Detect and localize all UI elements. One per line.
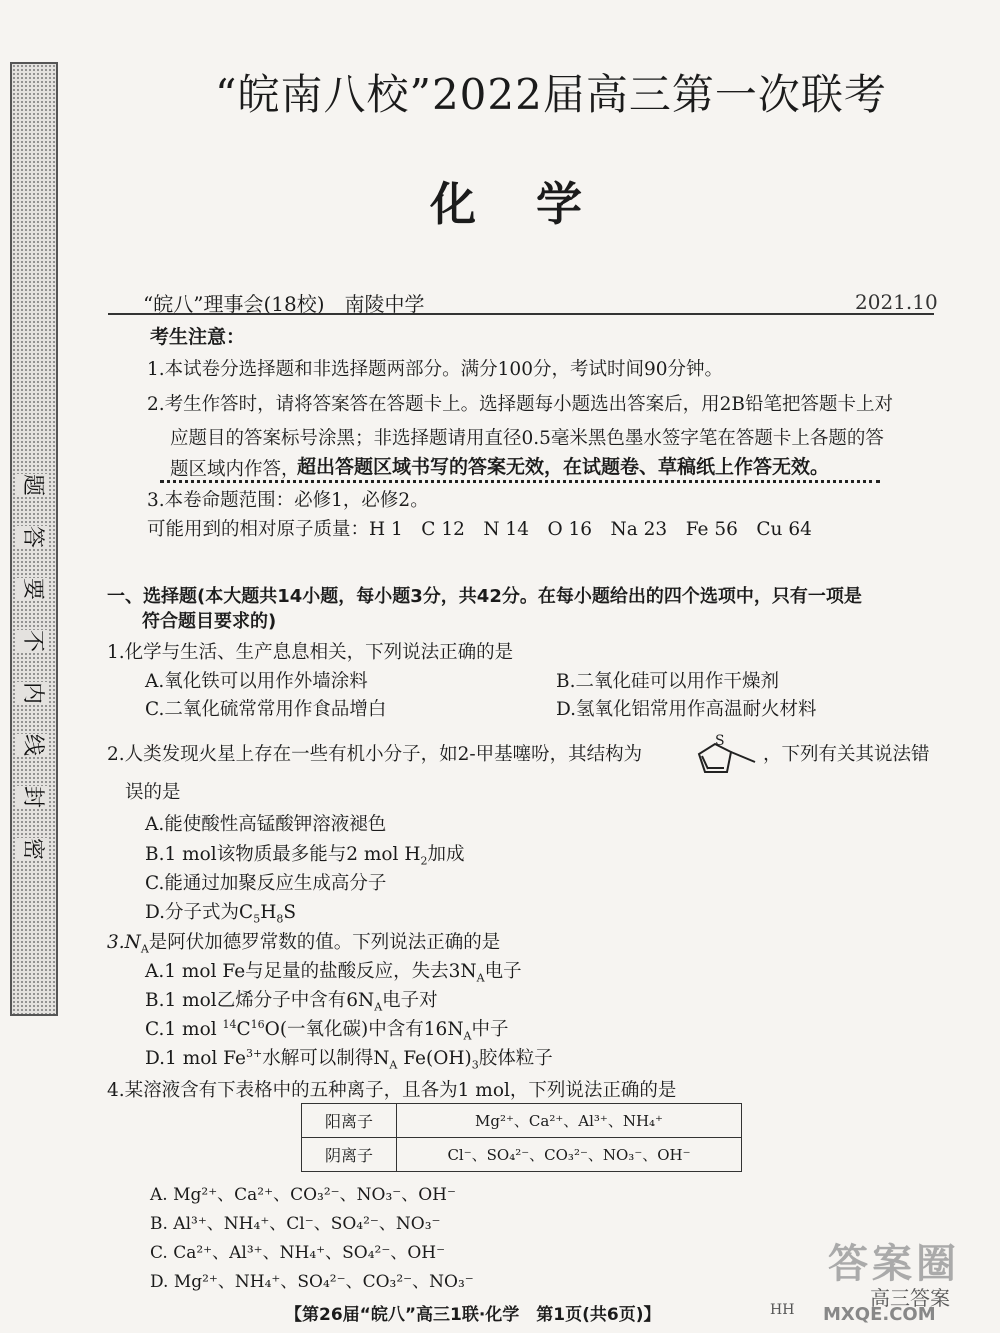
seal-char: 内	[17, 682, 47, 704]
q3-c-c: O(一氧化碳)中含有16N	[264, 1019, 464, 1040]
q3-option-b	[145, 986, 438, 1014]
cation-header: 阳离子	[302, 1104, 397, 1138]
q3-d-sup: 3+	[245, 1046, 263, 1060]
notice-item-1: 1.本试卷分选择题和非选择题两部分。满分100分，考试时间90分钟。	[147, 359, 724, 380]
q2-option-a: A.能使酸性高锰酸钾溶液褪色	[145, 814, 387, 835]
q2-option-c: C.能通过加聚反应生成高分子	[145, 873, 387, 894]
q1-option-d: D.氢氧化铝常用作高温耐火材料	[556, 699, 817, 720]
anion-values: Cl⁻、SO₄²⁻、CO₃²⁻、NO₃⁻、OH⁻	[397, 1138, 742, 1172]
seal-char: 要	[17, 578, 47, 600]
seal-char: 线	[17, 734, 47, 756]
emphasis-dots	[160, 480, 880, 483]
q3-b-text: B.1 mol乙烯分子中含有6N	[145, 990, 375, 1011]
exam-title: “皖南八校”2022届高三第一次联考	[215, 70, 887, 119]
q1-option-a: A.氧化铁可以用作外墙涂料	[145, 671, 368, 692]
watermark	[818, 1232, 998, 1332]
q2-d-sub1: 5	[253, 912, 261, 926]
notice-item-2-cont2: 题区域内作答，	[170, 459, 300, 480]
header-rule	[108, 313, 934, 315]
notice-item-2-cont: 应题目的答案标号涂黑；非选择题请用直径0.5毫米黑色墨水签字笔在答题卡上各题的答	[170, 428, 884, 449]
q3-a-end: 电子	[484, 961, 522, 982]
q3-stem	[107, 928, 500, 956]
anion-header: 阴离子	[302, 1138, 397, 1172]
q3-c-b: C	[236, 1019, 251, 1040]
q3-d-a: D.1 mol Fe	[145, 1048, 246, 1069]
atomic-masses: 可能用到的相对原子质量：H 1 C 12 N 14 O 16 Na 23 Fe 56 Cu 64	[147, 519, 812, 540]
seal-warning	[17, 470, 47, 886]
q1-option-c: C.二氧化硫常常用作食品增白	[145, 699, 387, 720]
q4-option-d: D. Mg²⁺、NH₄⁺、SO₄²⁻、CO₃²⁻、NO₃⁻	[150, 1272, 474, 1292]
notice-emphasis: 超出答题区域书写的答案无效，在试题卷、草稿纸上作答无效。	[297, 456, 830, 478]
q2-option-b	[145, 840, 465, 868]
q3-option-a	[145, 957, 522, 985]
q4-option-b: B. Al³⁺、NH₄⁺、Cl⁻、SO₄²⁻、NO₃⁻	[150, 1214, 441, 1234]
q2-d-sub2: 8	[276, 912, 284, 926]
q1-option-b: B.二氧化硅可以用作干燥剂	[556, 671, 779, 692]
footer-code: HH	[770, 1302, 795, 1318]
exam-date: 2021.10	[855, 290, 938, 314]
q3-b-end: 电子对	[382, 990, 438, 1011]
seal-char: 封	[17, 786, 47, 808]
q3-d-sub2: 3	[471, 1058, 479, 1072]
q4-option-c: C. Ca²⁺、Al³⁺、NH₄⁺、SO₄²⁻、OH⁻	[150, 1243, 446, 1263]
q4-stem: 4.某溶液含有下表格中的五种离子，且各为1 mol，下列说法正确的是	[107, 1080, 677, 1101]
q2-b-text: B.1 mol该物质最多能与2 mol H	[145, 844, 421, 865]
methylthiophene-structure	[693, 732, 761, 784]
q3-a-text: A.1 mol Fe与足量的盐酸反应，失去3N	[145, 961, 477, 982]
q3-b-sub: A	[374, 1000, 383, 1014]
watermark-logo-text: 答案圈	[828, 1241, 960, 1287]
q3-a-sub: A	[476, 971, 485, 985]
q3-d-b: 水解可以制得N	[262, 1048, 390, 1069]
q3-option-d	[145, 1044, 553, 1072]
seal-char: 不	[17, 630, 47, 652]
q1-stem: 1.化学与生活、生产息息相关，下列说法正确的是	[107, 642, 514, 663]
q3-stem-rest: 是阿伏加德罗常数的值。下列说法正确的是	[148, 932, 501, 953]
q2-d-mid: H	[260, 902, 277, 923]
q3-c-a: C.1 mol	[145, 1019, 223, 1040]
watermark-caption: 高三答案	[870, 1286, 950, 1310]
q2-b-end: 加成	[427, 844, 465, 865]
q2-d-end: S	[283, 902, 297, 923]
seal-char: 密	[17, 838, 47, 860]
q3-na-sub: A	[140, 942, 149, 956]
notice-item-2: 2.考生作答时，请将答案答在答题卡上。选择题每小题选出答案后，用2B铅笔把答题卡上对	[147, 394, 894, 415]
table-row	[302, 1104, 742, 1138]
q3-c-sup1: 14	[222, 1017, 237, 1031]
table-row	[302, 1138, 742, 1172]
ion-table	[301, 1103, 742, 1172]
q3-d-c: Fe(OH)	[397, 1048, 472, 1069]
q2-stem: 2.人类发现火星上存在一些有机小分子，如2-甲基噻吩，其结构为	[107, 744, 643, 765]
q2-b-subscript: 2	[420, 854, 428, 868]
council-name: “皖八”理事会(18校) 南陵中学	[143, 292, 425, 316]
sulfur-atom-label: S	[715, 733, 725, 749]
seal-char: 答	[17, 526, 47, 548]
q3-c-sub: A	[463, 1029, 472, 1043]
page-footer: 【第26届“皖八”高三1联·化学 第1页(共6页)】	[285, 1305, 661, 1325]
q3-c-sup2: 16	[250, 1017, 265, 1031]
notice-title: 考生注意：	[150, 326, 246, 348]
q2-d-text: D.分子式为C	[145, 902, 254, 923]
section-heading-cont: 符合题目要求的)	[142, 611, 277, 632]
q3-d-end: 胶体粒子	[478, 1048, 553, 1069]
notice-item-3: 3.本卷命题范围：必修1，必修2。	[147, 490, 429, 511]
q2-stem-cont: 误的是	[125, 782, 181, 803]
q2-option-d	[145, 898, 296, 926]
q3-na: 3.N	[107, 932, 141, 953]
cation-values: Mg²⁺、Ca²⁺、Al³⁺、NH₄⁺	[397, 1104, 742, 1138]
q2-stem-end: ，下列有关其说法错	[763, 744, 930, 765]
q3-c-end: 中子	[471, 1019, 509, 1040]
q4-option-a: A. Mg²⁺、Ca²⁺、CO₃²⁻、NO₃⁻、OH⁻	[150, 1185, 456, 1205]
q3-option-c	[145, 1015, 508, 1043]
section-heading: 一、选择题(本大题共14小题，每小题3分，共42分。在每小题给出的四个选项中，只有一项是	[107, 586, 862, 607]
seal-char: 题	[17, 474, 47, 496]
q3-d-sub: A	[389, 1058, 398, 1072]
subject-title: 化学	[430, 177, 642, 231]
watermark-url: MXQE.COM	[823, 1304, 936, 1325]
